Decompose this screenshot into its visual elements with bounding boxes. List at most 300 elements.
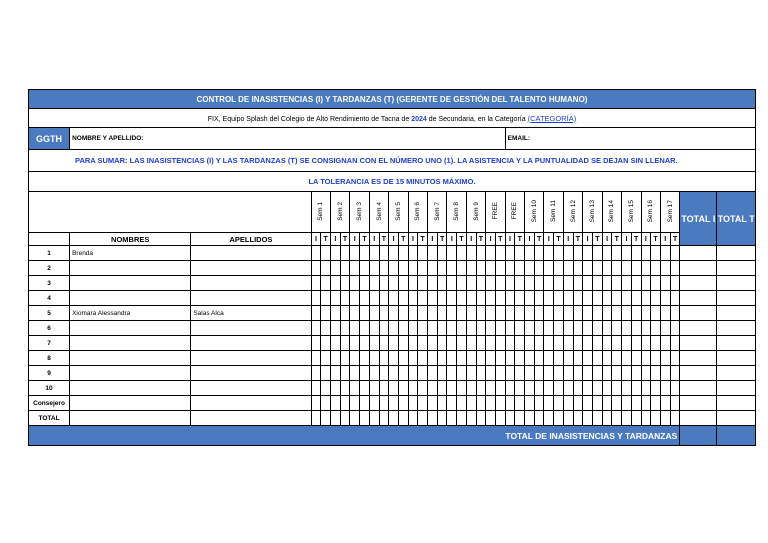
attendance-cell[interactable]: [622, 336, 632, 351]
student-surname-cell[interactable]: [191, 381, 311, 396]
attendance-cell[interactable]: [622, 276, 632, 291]
attendance-cell[interactable]: [660, 381, 670, 396]
attendance-cell[interactable]: [641, 351, 651, 366]
attendance-cell[interactable]: [447, 276, 457, 291]
attendance-cell[interactable]: [321, 351, 331, 366]
attendance-cell[interactable]: [592, 351, 602, 366]
attendance-cell[interactable]: [389, 276, 399, 291]
attendance-cell[interactable]: [495, 306, 505, 321]
attendance-cell[interactable]: [476, 321, 486, 336]
attendance-cell[interactable]: [321, 306, 331, 321]
attendance-cell[interactable]: [437, 306, 447, 321]
attendance-cell[interactable]: [612, 351, 622, 366]
attendance-cell[interactable]: [457, 381, 467, 396]
attendance-cell[interactable]: [525, 366, 535, 381]
attendance-cell[interactable]: [495, 381, 505, 396]
attendance-cell[interactable]: [612, 321, 622, 336]
attendance-cell[interactable]: [612, 336, 622, 351]
attendance-cell[interactable]: [573, 366, 583, 381]
student-surname-cell[interactable]: [191, 411, 311, 426]
attendance-cell[interactable]: [457, 321, 467, 336]
attendance-cell[interactable]: [495, 276, 505, 291]
attendance-cell[interactable]: [563, 411, 573, 426]
attendance-cell[interactable]: [534, 351, 544, 366]
attendance-cell[interactable]: [602, 276, 612, 291]
attendance-cell[interactable]: [544, 291, 554, 306]
attendance-cell[interactable]: [592, 366, 602, 381]
attendance-cell[interactable]: [563, 351, 573, 366]
attendance-cell[interactable]: [369, 411, 379, 426]
attendance-cell[interactable]: [651, 246, 661, 261]
attendance-cell[interactable]: [437, 291, 447, 306]
attendance-cell[interactable]: [592, 321, 602, 336]
attendance-cell[interactable]: [544, 396, 554, 411]
attendance-cell[interactable]: [408, 396, 418, 411]
attendance-cell[interactable]: [641, 276, 651, 291]
attendance-cell[interactable]: [583, 291, 593, 306]
attendance-cell[interactable]: [369, 276, 379, 291]
attendance-cell[interactable]: [544, 366, 554, 381]
attendance-cell[interactable]: [457, 246, 467, 261]
attendance-cell[interactable]: [360, 396, 370, 411]
attendance-cell[interactable]: [622, 396, 632, 411]
attendance-cell[interactable]: [651, 366, 661, 381]
attendance-cell[interactable]: [408, 336, 418, 351]
attendance-cell[interactable]: [476, 306, 486, 321]
attendance-cell[interactable]: [360, 321, 370, 336]
attendance-cell[interactable]: [651, 306, 661, 321]
attendance-cell[interactable]: [612, 276, 622, 291]
attendance-cell[interactable]: [592, 291, 602, 306]
attendance-cell[interactable]: [457, 306, 467, 321]
attendance-cell[interactable]: [428, 291, 438, 306]
attendance-cell[interactable]: [350, 261, 360, 276]
attendance-cell[interactable]: [321, 261, 331, 276]
attendance-cell[interactable]: [369, 366, 379, 381]
attendance-cell[interactable]: [622, 246, 632, 261]
attendance-cell[interactable]: [398, 336, 408, 351]
attendance-cell[interactable]: [670, 396, 680, 411]
attendance-cell[interactable]: [428, 246, 438, 261]
attendance-cell[interactable]: [379, 276, 389, 291]
attendance-cell[interactable]: [466, 261, 476, 276]
attendance-cell[interactable]: [622, 411, 632, 426]
attendance-cell[interactable]: [321, 336, 331, 351]
attendance-cell[interactable]: [311, 321, 321, 336]
attendance-cell[interactable]: [544, 246, 554, 261]
attendance-cell[interactable]: [379, 381, 389, 396]
attendance-cell[interactable]: [360, 336, 370, 351]
attendance-cell[interactable]: [311, 306, 321, 321]
attendance-cell[interactable]: [602, 336, 612, 351]
attendance-cell[interactable]: [331, 351, 341, 366]
attendance-cell[interactable]: [563, 396, 573, 411]
attendance-cell[interactable]: [670, 351, 680, 366]
attendance-cell[interactable]: [583, 276, 593, 291]
attendance-cell[interactable]: [660, 291, 670, 306]
attendance-cell[interactable]: [486, 366, 496, 381]
attendance-cell[interactable]: [505, 246, 515, 261]
attendance-cell[interactable]: [651, 291, 661, 306]
attendance-cell[interactable]: [680, 396, 717, 411]
attendance-cell[interactable]: [670, 261, 680, 276]
attendance-cell[interactable]: [612, 396, 622, 411]
attendance-cell[interactable]: [583, 411, 593, 426]
attendance-cell[interactable]: [534, 321, 544, 336]
attendance-cell[interactable]: [476, 276, 486, 291]
attendance-cell[interactable]: [331, 336, 341, 351]
attendance-cell[interactable]: [680, 366, 717, 381]
attendance-cell[interactable]: [544, 321, 554, 336]
attendance-cell[interactable]: [495, 246, 505, 261]
attendance-cell[interactable]: [534, 396, 544, 411]
attendance-cell[interactable]: [379, 291, 389, 306]
attendance-cell[interactable]: [437, 336, 447, 351]
attendance-cell[interactable]: [447, 291, 457, 306]
attendance-cell[interactable]: [554, 246, 564, 261]
attendance-cell[interactable]: [515, 411, 525, 426]
attendance-cell[interactable]: [447, 261, 457, 276]
attendance-cell[interactable]: [389, 321, 399, 336]
attendance-cell[interactable]: [583, 261, 593, 276]
attendance-cell[interactable]: [408, 246, 418, 261]
attendance-cell[interactable]: [622, 321, 632, 336]
attendance-cell[interactable]: [544, 381, 554, 396]
attendance-cell[interactable]: [515, 321, 525, 336]
attendance-cell[interactable]: [495, 261, 505, 276]
attendance-cell[interactable]: [525, 321, 535, 336]
attendance-cell[interactable]: [321, 291, 331, 306]
attendance-cell[interactable]: [476, 291, 486, 306]
attendance-cell[interactable]: [331, 261, 341, 276]
attendance-cell[interactable]: [622, 291, 632, 306]
attendance-cell[interactable]: [466, 336, 476, 351]
attendance-cell[interactable]: [408, 291, 418, 306]
student-surname-cell[interactable]: [191, 291, 311, 306]
attendance-cell[interactable]: [379, 321, 389, 336]
student-name-cell[interactable]: [70, 351, 191, 366]
attendance-cell[interactable]: [563, 246, 573, 261]
attendance-cell[interactable]: [447, 381, 457, 396]
attendance-cell[interactable]: [476, 366, 486, 381]
attendance-cell[interactable]: [651, 276, 661, 291]
attendance-cell[interactable]: [418, 321, 428, 336]
attendance-cell[interactable]: [408, 351, 418, 366]
attendance-cell[interactable]: [340, 381, 350, 396]
attendance-cell[interactable]: [515, 306, 525, 321]
attendance-cell[interactable]: [670, 336, 680, 351]
attendance-cell[interactable]: [680, 381, 717, 396]
student-surname-cell[interactable]: [191, 396, 311, 411]
attendance-cell[interactable]: [428, 306, 438, 321]
attendance-cell[interactable]: [631, 276, 641, 291]
attendance-cell[interactable]: [428, 321, 438, 336]
attendance-cell[interactable]: [398, 366, 408, 381]
attendance-cell[interactable]: [515, 246, 525, 261]
attendance-cell[interactable]: [476, 396, 486, 411]
attendance-cell[interactable]: [583, 366, 593, 381]
attendance-cell[interactable]: [418, 261, 428, 276]
attendance-cell[interactable]: [389, 351, 399, 366]
attendance-cell[interactable]: [554, 366, 564, 381]
attendance-cell[interactable]: [486, 306, 496, 321]
attendance-cell[interactable]: [331, 411, 341, 426]
student-name-cell[interactable]: [70, 291, 191, 306]
attendance-cell[interactable]: [670, 381, 680, 396]
attendance-cell[interactable]: [447, 351, 457, 366]
attendance-cell[interactable]: [515, 276, 525, 291]
attendance-cell[interactable]: [466, 276, 476, 291]
attendance-cell[interactable]: [631, 351, 641, 366]
attendance-cell[interactable]: [583, 351, 593, 366]
attendance-cell[interactable]: [369, 261, 379, 276]
attendance-cell[interactable]: [331, 366, 341, 381]
attendance-cell[interactable]: [717, 351, 756, 366]
attendance-cell[interactable]: [573, 246, 583, 261]
attendance-cell[interactable]: [641, 306, 651, 321]
attendance-cell[interactable]: [680, 261, 717, 276]
attendance-cell[interactable]: [554, 351, 564, 366]
attendance-cell[interactable]: [476, 411, 486, 426]
attendance-cell[interactable]: [505, 261, 515, 276]
attendance-cell[interactable]: [321, 276, 331, 291]
attendance-cell[interactable]: [466, 351, 476, 366]
attendance-cell[interactable]: [360, 411, 370, 426]
attendance-cell[interactable]: [651, 411, 661, 426]
attendance-cell[interactable]: [554, 321, 564, 336]
attendance-cell[interactable]: [717, 291, 756, 306]
attendance-cell[interactable]: [379, 411, 389, 426]
attendance-cell[interactable]: [670, 276, 680, 291]
attendance-cell[interactable]: [680, 291, 717, 306]
attendance-cell[interactable]: [495, 411, 505, 426]
attendance-cell[interactable]: [573, 351, 583, 366]
student-name-cell[interactable]: [70, 276, 191, 291]
attendance-cell[interactable]: [476, 261, 486, 276]
attendance-cell[interactable]: [602, 366, 612, 381]
attendance-cell[interactable]: [515, 291, 525, 306]
attendance-cell[interactable]: [554, 306, 564, 321]
attendance-cell[interactable]: [437, 366, 447, 381]
attendance-cell[interactable]: [670, 321, 680, 336]
attendance-cell[interactable]: [495, 336, 505, 351]
attendance-cell[interactable]: [651, 261, 661, 276]
attendance-cell[interactable]: [612, 246, 622, 261]
attendance-cell[interactable]: [350, 411, 360, 426]
attendance-cell[interactable]: [389, 246, 399, 261]
attendance-cell[interactable]: [437, 246, 447, 261]
attendance-cell[interactable]: [408, 261, 418, 276]
attendance-cell[interactable]: [660, 261, 670, 276]
attendance-cell[interactable]: [418, 276, 428, 291]
attendance-cell[interactable]: [476, 246, 486, 261]
attendance-cell[interactable]: [360, 306, 370, 321]
attendance-cell[interactable]: [418, 396, 428, 411]
attendance-cell[interactable]: [350, 381, 360, 396]
attendance-cell[interactable]: [495, 321, 505, 336]
attendance-cell[interactable]: [631, 261, 641, 276]
attendance-cell[interactable]: [418, 246, 428, 261]
attendance-cell[interactable]: [505, 291, 515, 306]
attendance-cell[interactable]: [660, 276, 670, 291]
attendance-cell[interactable]: [369, 321, 379, 336]
attendance-cell[interactable]: [631, 336, 641, 351]
attendance-cell[interactable]: [583, 306, 593, 321]
attendance-cell[interactable]: [534, 261, 544, 276]
attendance-cell[interactable]: [457, 291, 467, 306]
attendance-cell[interactable]: [447, 366, 457, 381]
attendance-cell[interactable]: [631, 306, 641, 321]
attendance-cell[interactable]: [660, 321, 670, 336]
attendance-cell[interactable]: [525, 276, 535, 291]
student-name-cell[interactable]: Xiomara Alessandra: [70, 306, 191, 321]
student-name-cell[interactable]: [70, 261, 191, 276]
attendance-cell[interactable]: [592, 381, 602, 396]
attendance-cell[interactable]: [717, 366, 756, 381]
attendance-cell[interactable]: [398, 246, 408, 261]
attendance-cell[interactable]: [631, 396, 641, 411]
attendance-cell[interactable]: [350, 306, 360, 321]
attendance-cell[interactable]: [660, 351, 670, 366]
attendance-cell[interactable]: [476, 381, 486, 396]
attendance-cell[interactable]: [340, 321, 350, 336]
attendance-cell[interactable]: [622, 366, 632, 381]
attendance-cell[interactable]: [311, 396, 321, 411]
attendance-cell[interactable]: [554, 411, 564, 426]
attendance-cell[interactable]: [340, 336, 350, 351]
student-name-cell[interactable]: [70, 396, 191, 411]
attendance-cell[interactable]: [418, 351, 428, 366]
attendance-cell[interactable]: [437, 411, 447, 426]
attendance-cell[interactable]: [418, 381, 428, 396]
attendance-cell[interactable]: [321, 246, 331, 261]
attendance-cell[interactable]: [544, 336, 554, 351]
attendance-cell[interactable]: [331, 396, 341, 411]
student-surname-cell[interactable]: [191, 276, 311, 291]
attendance-cell[interactable]: [602, 246, 612, 261]
attendance-cell[interactable]: [717, 321, 756, 336]
attendance-cell[interactable]: [534, 381, 544, 396]
attendance-cell[interactable]: [563, 261, 573, 276]
attendance-cell[interactable]: [631, 291, 641, 306]
attendance-cell[interactable]: [680, 246, 717, 261]
attendance-cell[interactable]: [350, 366, 360, 381]
student-surname-cell[interactable]: [191, 261, 311, 276]
attendance-cell[interactable]: [379, 396, 389, 411]
attendance-cell[interactable]: [331, 291, 341, 306]
attendance-cell[interactable]: [437, 261, 447, 276]
grand-total-cell[interactable]: [680, 426, 717, 446]
attendance-cell[interactable]: [360, 276, 370, 291]
attendance-cell[interactable]: [321, 366, 331, 381]
attendance-cell[interactable]: [563, 306, 573, 321]
attendance-cell[interactable]: [544, 261, 554, 276]
attendance-cell[interactable]: [466, 321, 476, 336]
attendance-cell[interactable]: [428, 351, 438, 366]
attendance-cell[interactable]: [717, 306, 756, 321]
attendance-cell[interactable]: [486, 381, 496, 396]
attendance-cell[interactable]: [369, 381, 379, 396]
attendance-cell[interactable]: [680, 306, 717, 321]
attendance-cell[interactable]: [350, 276, 360, 291]
attendance-cell[interactable]: [466, 366, 476, 381]
attendance-cell[interactable]: [583, 321, 593, 336]
attendance-cell[interactable]: [331, 381, 341, 396]
attendance-cell[interactable]: [505, 336, 515, 351]
attendance-cell[interactable]: [680, 276, 717, 291]
attendance-cell[interactable]: [331, 321, 341, 336]
attendance-cell[interactable]: [486, 261, 496, 276]
attendance-cell[interactable]: [321, 381, 331, 396]
attendance-cell[interactable]: [612, 306, 622, 321]
attendance-cell[interactable]: [534, 291, 544, 306]
attendance-cell[interactable]: [612, 261, 622, 276]
attendance-cell[interactable]: [602, 306, 612, 321]
attendance-cell[interactable]: [311, 411, 321, 426]
attendance-cell[interactable]: [515, 336, 525, 351]
attendance-cell[interactable]: [398, 261, 408, 276]
student-name-cell[interactable]: [70, 336, 191, 351]
attendance-cell[interactable]: [340, 306, 350, 321]
student-name-cell[interactable]: Brenda: [70, 246, 191, 261]
attendance-cell[interactable]: [457, 411, 467, 426]
attendance-cell[interactable]: [466, 306, 476, 321]
attendance-cell[interactable]: [311, 381, 321, 396]
attendance-cell[interactable]: [369, 336, 379, 351]
attendance-cell[interactable]: [525, 291, 535, 306]
attendance-cell[interactable]: [641, 291, 651, 306]
attendance-cell[interactable]: [554, 276, 564, 291]
attendance-cell[interactable]: [505, 321, 515, 336]
attendance-cell[interactable]: [379, 306, 389, 321]
attendance-cell[interactable]: [360, 366, 370, 381]
attendance-cell[interactable]: [573, 276, 583, 291]
student-surname-cell[interactable]: [191, 246, 311, 261]
attendance-cell[interactable]: [457, 396, 467, 411]
attendance-cell[interactable]: [660, 396, 670, 411]
attendance-cell[interactable]: [408, 276, 418, 291]
attendance-cell[interactable]: [534, 246, 544, 261]
attendance-cell[interactable]: [369, 396, 379, 411]
attendance-cell[interactable]: [631, 246, 641, 261]
attendance-cell[interactable]: [340, 366, 350, 381]
attendance-cell[interactable]: [554, 381, 564, 396]
attendance-cell[interactable]: [544, 411, 554, 426]
attendance-cell[interactable]: [331, 246, 341, 261]
attendance-cell[interactable]: [525, 306, 535, 321]
attendance-cell[interactable]: [389, 366, 399, 381]
attendance-cell[interactable]: [515, 366, 525, 381]
attendance-cell[interactable]: [505, 396, 515, 411]
attendance-cell[interactable]: [466, 291, 476, 306]
attendance-cell[interactable]: [418, 291, 428, 306]
attendance-cell[interactable]: [544, 306, 554, 321]
attendance-cell[interactable]: [573, 291, 583, 306]
attendance-cell[interactable]: [457, 336, 467, 351]
attendance-cell[interactable]: [525, 246, 535, 261]
attendance-cell[interactable]: [631, 321, 641, 336]
attendance-cell[interactable]: [486, 246, 496, 261]
attendance-cell[interactable]: [505, 381, 515, 396]
attendance-cell[interactable]: [311, 336, 321, 351]
attendance-cell[interactable]: [554, 261, 564, 276]
attendance-cell[interactable]: [340, 396, 350, 411]
attendance-cell[interactable]: [505, 366, 515, 381]
attendance-cell[interactable]: [525, 411, 535, 426]
attendance-cell[interactable]: [583, 246, 593, 261]
attendance-cell[interactable]: [398, 306, 408, 321]
attendance-cell[interactable]: [340, 246, 350, 261]
